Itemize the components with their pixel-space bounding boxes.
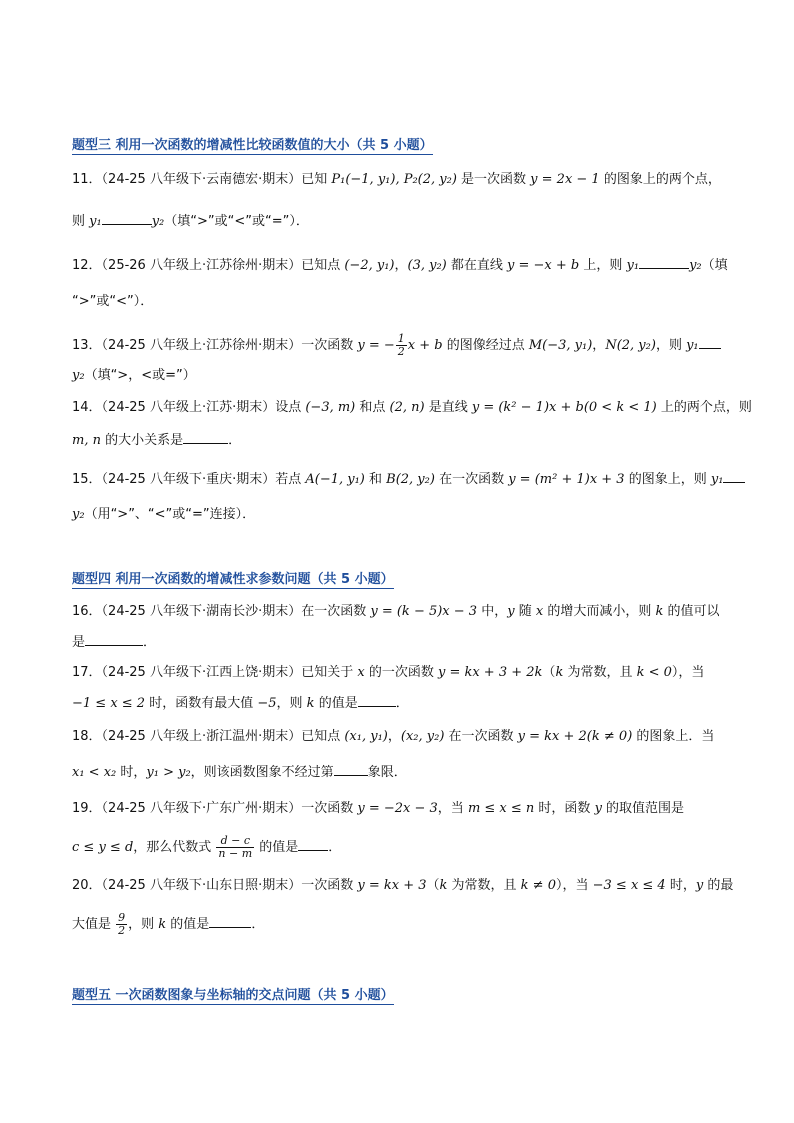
question-13-line-2 [72,367,196,385]
math-expression: y₂ [72,507,85,522]
text: 是直线 [424,400,472,415]
math-expression: k < 0 [636,665,672,680]
text: 16．（24-25 八年级下·湖南长沙·期末）在一次函数 [72,604,371,619]
question-16-line-1 [72,603,719,621]
math-expression: P₁(−1, y₁), P₂(2, y₂) [331,172,457,187]
text: （用“>”、“<”或“=”连接）． [84,507,256,522]
math-expression: y [594,801,602,816]
math-expression: k [158,917,167,932]
text: ），当 [555,878,593,893]
math-expression: x₁ < x₂ [72,765,117,780]
fraction [216,835,254,860]
text: 是 [72,635,86,650]
math-expression: k [555,665,564,680]
math-expression: A(−1, y₁) [305,472,365,487]
question-14-line-2 [72,431,241,450]
math-expression: M(−3, y₁) [528,338,593,353]
fraction-denominator: n − m [218,847,253,860]
math-expression: m ≤ x ≤ n [467,801,535,816]
math-expression: k ≠ 0 [520,878,556,893]
question-18-line-1 [72,728,714,746]
math-expression: y = 2x − 1 [530,172,600,187]
question-19-line-2 [72,835,341,860]
text: 的取值范围是 [601,801,685,816]
question-14-line-1 [72,399,752,417]
math-expression: y₁ > y₂ [146,765,191,780]
text: 的最 [703,878,734,893]
text: ． [251,917,265,932]
question-16-line-2 [72,633,156,652]
text: 14．（24-25 八年级上·江苏·期末）设点 [72,400,306,415]
math-expression: (3, y₂) [407,258,447,273]
math-expression: (−3, m) [305,400,356,415]
text: ，则该函数图象不经过第 [190,765,334,780]
text: ，则 [128,917,159,932]
fraction-numerator: 9 [118,911,126,924]
math-expression: k [306,696,315,711]
text: 则 [72,214,90,229]
math-expression: y = (m² + 1)x + 3 [508,472,625,487]
text: 时， [116,765,147,780]
text: 15．（24-25 八年级下·重庆·期末）若点 [72,472,306,487]
math-expression: (x₁, y₁) [344,729,388,744]
math-expression: y₁ [89,214,102,229]
text: 是一次函数 [456,172,531,187]
fraction-numerator: 1 [397,332,405,345]
text: 的图象上，则 [624,472,711,487]
math-expression: y₁ [710,472,724,487]
text: ， [387,729,401,744]
fraction-numerator: d − c [216,835,254,848]
text: ，那么代数式 [133,840,216,855]
question-20-line-2 [72,912,264,937]
text: 的图象上．当 [632,729,715,744]
math-expression: y = −x + b [507,258,580,273]
answer-blank[interactable] [85,633,143,646]
question-17-line-2 [72,694,409,713]
text: 的值是 [166,917,210,932]
text: 20．（24-25 八年级下·山东日照·期末）一次函数 [72,878,358,893]
section-heading-5: 题型五 一次函数图象与坐标轴的交点问题（共 5 小题） [72,984,394,1005]
answer-blank[interactable] [723,470,745,483]
question-15-line-1 [72,470,745,489]
text: 和点 [355,400,390,415]
question-11-line-2 [72,212,309,231]
math-expression: y = (k − 5)x − 3 [370,604,478,619]
text: ），当 [671,665,705,680]
answer-blank[interactable] [209,915,251,928]
text: ． [395,696,409,711]
text: 上的两个点，则 [656,400,752,415]
math-expression: y₁ [686,338,699,353]
text: 12．（25-26 八年级上·江苏徐州·期末）已知点 [72,258,345,273]
math-expression: y [695,878,704,893]
section-heading-3: 题型三 利用一次函数的增减性比较函数值的大小（共 5 小题） [72,134,433,155]
math-expression: N(2, y₂) [605,338,656,353]
math-expression: y [507,604,515,619]
text: 时， [665,878,696,893]
answer-blank[interactable] [298,838,328,851]
text: 13．（24-25 八年级上·江苏徐州·期末）一次函数 [72,338,358,353]
text: 时，函数 [534,801,595,816]
fraction-denominator: 2 [397,345,405,358]
math-expression: y = −2x − 3 [357,801,438,816]
text: ，则 [276,696,307,711]
math-expression: k [439,878,448,893]
math-expression: y₂ [72,368,85,383]
text: ． [228,433,242,448]
math-expression: y₂ [151,214,165,229]
math-expression: y = (k² − 1)x + b(0 < k < 1) [471,400,657,415]
math-expression: y = − [357,338,395,353]
question-12-line-1 [72,256,728,275]
section-heading-4: 题型四 利用一次函数的增减性求参数问题（共 5 小题） [72,568,394,589]
question-20-line-1 [72,877,733,895]
math-expression: (−2, y₁) [344,258,395,273]
text: （填 [701,258,728,273]
math-expression: c ≤ y ≤ d [72,840,134,855]
text: ， [592,338,606,353]
text: 在一次函数 [444,729,518,744]
math-expression: y₁ [626,258,640,273]
text: ，当 [437,801,468,816]
text: 的值是 [255,840,299,855]
text: 的图像经过点 [442,338,529,353]
math-expression: (2, n) [389,400,425,415]
text: 时，函数有最大值 [145,696,258,711]
text: ． [143,635,157,650]
math-expression: y = kx + 2(k ≠ 0) [517,729,633,744]
question-13-line-1 [72,333,721,358]
answer-blank[interactable] [334,763,368,776]
text: 都在直线 [446,258,508,273]
text: 的值可以 [663,604,720,619]
text: ，则 [655,338,687,353]
text: 的一次函数 [364,665,438,680]
math-expression: x + b [407,338,443,353]
fraction-denominator: 2 [118,924,126,937]
math-expression: (x₂, y₂) [400,729,445,744]
math-expression: k [655,604,664,619]
text: 的值是 [314,696,358,711]
text: （ [542,665,556,680]
answer-blank[interactable] [639,256,689,269]
question-19-line-1 [72,800,684,818]
text: ． [328,840,342,855]
text: 19．（24-25 八年级下·广东广州·期末）一次函数 [72,801,358,816]
answer-blank[interactable] [699,336,721,349]
text: 为常数，且 [447,878,521,893]
text: 的增大而减小，则 [543,604,656,619]
text: 象限． [367,765,407,780]
text: 的图象上的两个点， [599,172,721,187]
answer-blank[interactable] [358,694,396,707]
text: ， [394,258,408,273]
math-expression: −1 ≤ x ≤ 2 [72,696,146,711]
question-11-line-1 [72,171,721,189]
math-expression: y = kx + 3 [357,878,427,893]
text: （填“>，<或=”） [84,368,196,383]
text: 中， [477,604,508,619]
text: 在一次函数 [434,472,509,487]
question-17-line-1 [72,664,704,682]
text: 11．（24-25 八年级下·云南德宏·期末）已知 [72,172,332,187]
text: 的大小关系是 [100,433,184,448]
text: 大值是 [72,917,116,932]
text: 和 [364,472,387,487]
text: （填“>”或“<”或“=”）． [164,214,309,229]
fraction [396,333,407,358]
math-expression: y₂ [689,258,702,273]
math-expression: −5 [257,696,277,711]
math-expression: y = kx + 3 + 2k [437,665,543,680]
answer-blank[interactable] [183,431,228,444]
fraction [116,912,127,937]
math-expression: x [357,665,365,680]
text: （ [426,878,440,893]
question-18-line-2 [72,763,407,782]
math-expression: B(2, y₂) [386,472,435,487]
math-expression: m, n [72,433,101,448]
question-12-line-2: “>”或“<”）． [72,294,154,309]
text: 随 [514,604,536,619]
math-expression: −3 ≤ x ≤ 4 [592,878,666,893]
text: 上，则 [579,258,627,273]
answer-blank[interactable] [102,212,152,225]
math-expression: x [535,604,544,619]
text: 为常数，且 [563,665,637,680]
question-15-line-2 [72,506,255,524]
text: 17．（24-25 八年级下·江西上饶·期末）已知关于 [72,665,358,680]
text: 18．（24-25 八年级上·浙江温州·期末）已知点 [72,729,345,744]
